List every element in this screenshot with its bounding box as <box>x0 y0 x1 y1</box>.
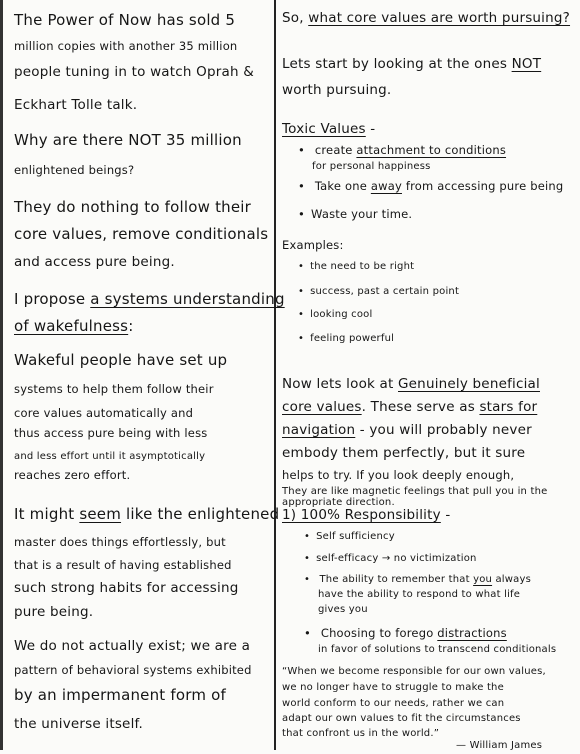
underlined-text: NOT <box>511 56 542 72</box>
text-line: core values automatically and <box>14 406 194 420</box>
text-line: Wakeful people have set up <box>14 351 228 369</box>
underlined-text: 1) 100% Responsibility <box>282 507 441 523</box>
text-span: like the enlightened <box>121 505 280 523</box>
quote-line: adapt our own values to fit the circumstances <box>282 713 521 724</box>
text-line: and access pure being. <box>14 254 175 270</box>
text-line: gives you <box>318 604 368 615</box>
heading-line <box>14 291 285 307</box>
text-line: pure being. <box>14 604 94 620</box>
text-span: Lets start by looking at the ones <box>282 56 512 72</box>
list-item: • self-efficacy → no victimization <box>304 551 477 567</box>
list-item <box>298 142 506 158</box>
list-item <box>298 178 563 194</box>
text-span: - <box>440 507 451 523</box>
quote-line: we no longer have to struggle to make the <box>282 682 504 693</box>
text-span: Choosing to forego <box>320 626 438 640</box>
text-span: - you will probably never <box>355 422 532 438</box>
underlined-text: navigation <box>282 422 356 438</box>
question-line <box>282 10 570 26</box>
text-span: . These serve as <box>361 399 480 415</box>
text-span: So, <box>282 10 309 26</box>
text-line: the universe itself. <box>14 716 143 732</box>
quote-line: world conform to our needs, rather we can <box>282 698 505 709</box>
underlined-text: seem <box>79 505 122 523</box>
underlined-text: you <box>473 574 493 585</box>
list-item: • feeling powerful <box>298 331 394 347</box>
list-item: • success, past a certain point <box>298 284 459 300</box>
underlined-text: what core values are worth pursuing? <box>308 10 571 26</box>
list-item: • Self sufficiency <box>304 529 395 545</box>
text-line: systems to help them follow their <box>14 382 214 396</box>
text-span: Now lets look at <box>282 376 399 392</box>
list-item <box>304 572 531 588</box>
quote-line: “When we become responsible for our own values, <box>282 666 546 677</box>
list-item <box>304 625 507 641</box>
text-line <box>282 422 532 438</box>
text-line: million copies with another 35 million <box>14 39 238 53</box>
text-line <box>282 376 540 392</box>
text-line <box>282 399 537 415</box>
underlined-text: Genuinely beneficial <box>398 376 540 392</box>
text-line: They do nothing to follow their <box>14 198 252 216</box>
text-line: have the ability to respond to what life <box>318 589 521 600</box>
text-line: master does things effortlessly, but <box>14 535 226 549</box>
text-line: by an impermanent form of <box>14 686 226 704</box>
text-line: people tuning in to watch Oprah & <box>14 64 254 80</box>
column-divider <box>274 0 276 750</box>
text-line: thus access pure being with less <box>14 426 208 440</box>
text-line: pattern of behavioral systems exhibited <box>14 663 252 677</box>
text-line: core values, remove conditionals <box>14 225 269 243</box>
text-line: We do not actually exist; we are a <box>14 638 251 654</box>
text-line: enlightened beings? <box>14 163 135 177</box>
text-line <box>282 56 541 72</box>
text-line: such strong habits for accessing <box>14 580 239 596</box>
text-span: always <box>492 574 531 585</box>
text-line: appropriate direction. <box>282 497 395 508</box>
section-heading <box>282 121 375 137</box>
underlined-text: a systems understanding <box>90 290 285 308</box>
underlined-text: core values <box>282 399 362 415</box>
quote-line: that confront us in the world.” <box>282 728 440 739</box>
text-line: Eckhart Tolle talk. <box>14 97 138 113</box>
text-span: create <box>314 143 357 157</box>
underlined-text: of wakefulness <box>14 317 129 335</box>
text-span: The ability to remember that <box>319 574 474 585</box>
text-span: - <box>365 121 376 137</box>
underlined-text: distractions <box>437 626 507 640</box>
text-span: : <box>128 317 134 335</box>
text-line: and less effort until it asymptotically <box>14 451 206 462</box>
section-heading <box>282 507 450 523</box>
list-item: • looking cool <box>298 307 372 323</box>
list-item: • Waste your time. <box>298 206 412 222</box>
quote-attribution: — William James <box>456 740 543 751</box>
text-line: embody them perfectly, but it sure <box>282 445 526 461</box>
text-line: for personal happiness <box>312 161 431 172</box>
heading-line <box>14 318 133 334</box>
underlined-text: away <box>370 179 402 193</box>
text-line: The Power of Now has sold 5 <box>14 11 236 29</box>
text-line: in favor of solutions to transcend conditionals <box>318 644 557 655</box>
text-line: reaches zero effort. <box>14 468 131 482</box>
text-line: helps to try. If you look deeply enough, <box>282 468 515 482</box>
text-span: from accessing pure being <box>401 179 564 193</box>
underlined-text: Toxic Values <box>282 121 366 137</box>
text-span: Take one <box>314 179 371 193</box>
underlined-text: attachment to conditions <box>356 143 507 157</box>
text-line: They are like magnetic feelings that pull you in the <box>282 486 548 497</box>
text-span: I propose <box>14 290 91 308</box>
underlined-text: stars for <box>479 399 538 415</box>
text-line: worth pursuing. <box>282 82 392 98</box>
text-line: Why are there NOT 35 million <box>14 131 242 149</box>
section-heading: Examples: <box>282 238 344 252</box>
text-line: that is a result of having established <box>14 558 232 572</box>
list-item: • the need to be right <box>298 259 414 275</box>
text-line <box>14 506 279 522</box>
page-edge <box>0 0 3 750</box>
text-span: It might <box>14 505 80 523</box>
